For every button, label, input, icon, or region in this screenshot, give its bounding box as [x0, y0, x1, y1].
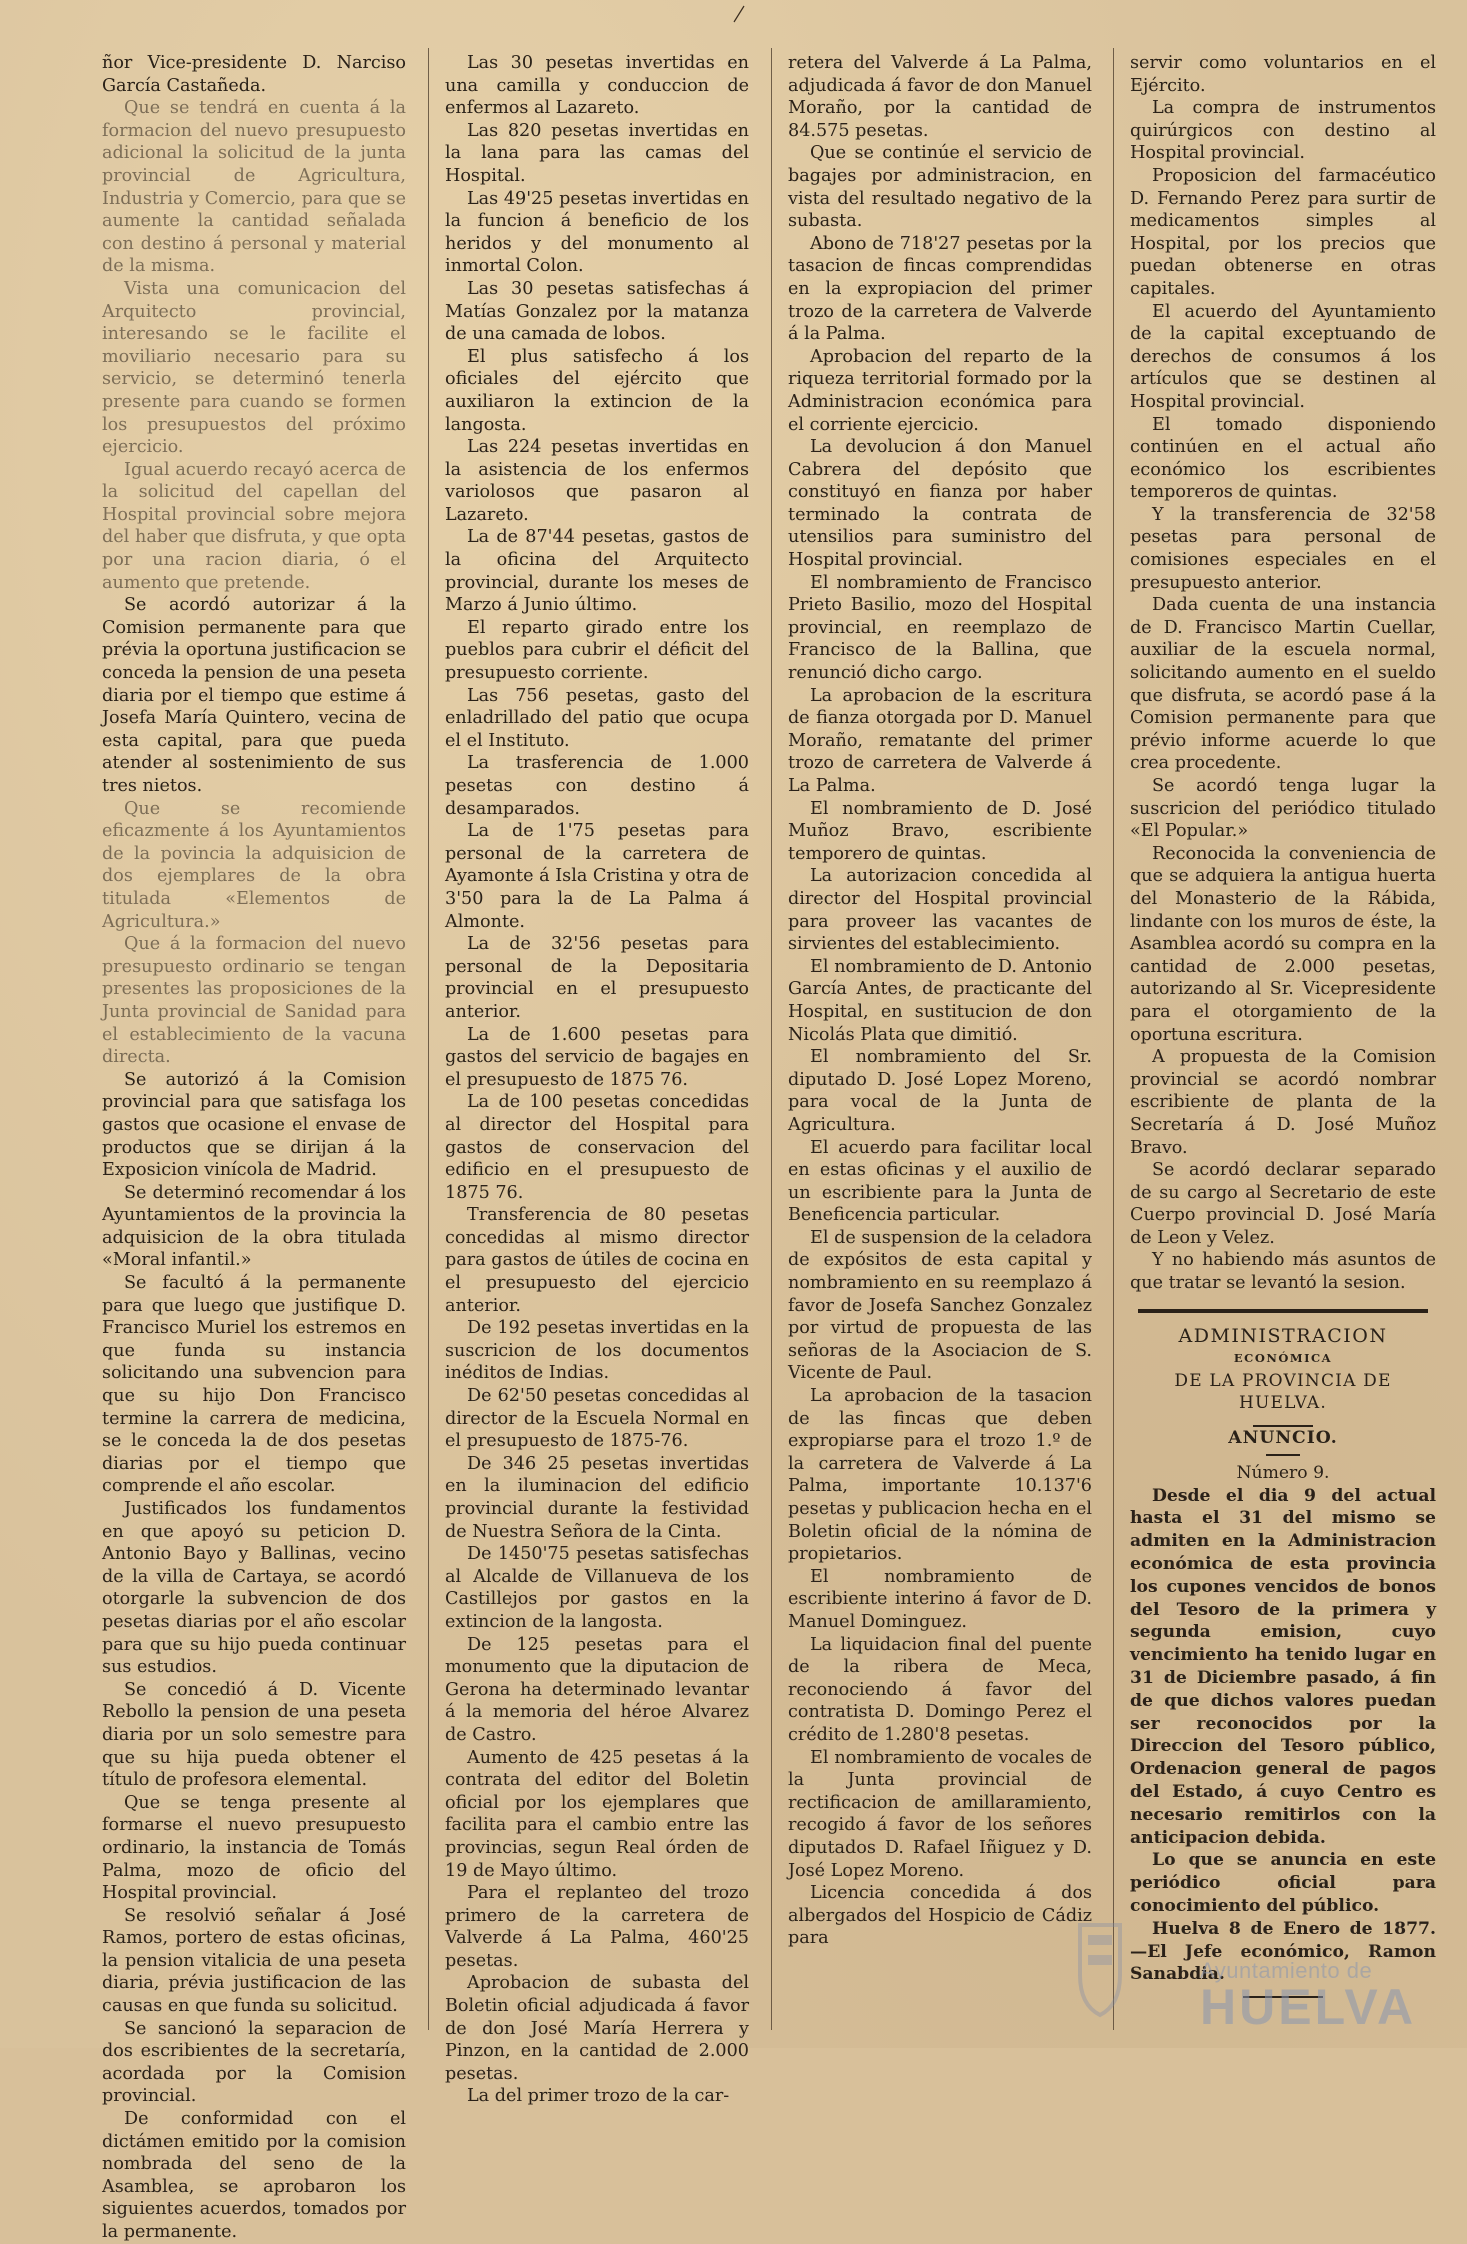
- admin-title: ADMINISTRACION: [1178, 1324, 1388, 1347]
- paragraph: La de 87'44 pesetas, gastos de la oficina del Arquitecto provincial, durante los meses de Marzo á Junio último.: [445, 527, 749, 616]
- paragraph: Las 49'25 pesetas invertidas en la funcion á beneficio de los heridos y del monumento al inmortal Colon.: [445, 188, 749, 277]
- paragraph: La de 32'56 pesetas para personal de la Depositaria provincial en el presupuesto anterior.: [445, 934, 749, 1022]
- paragraph: El nombramiento de escribiente interino á favor de D. Manuel Dominguez.: [788, 1566, 1092, 1632]
- paragraph: ñor Vice-presidente D. Narciso García Castañeda.: [102, 53, 406, 96]
- column-2: [445, 52, 749, 2108]
- paragraph: Las 224 pesetas invertidas en la asistencia de los enfermos variolosos que pasaron al Lazareto.: [445, 437, 749, 525]
- paragraph: El nombramiento de D. José Muñoz Bravo, escribiente temporero de quintas.: [788, 798, 1092, 864]
- watermark-line2: HUELVA: [1200, 1979, 1417, 2035]
- paragraph: Vista una comunicacion del Arquitecto provincial, interesando se le facilite el moviliario necesario para su servicio, se determinó tenerla presente para cuando se formen los presupuestos del próximo ejercicio.: [102, 278, 406, 458]
- paragraph: La compra de instrumentos quirúrgicos con destino al Hospital provincial.: [1130, 98, 1436, 164]
- paragraph: Reconocida la conveniencia de que se adquiera la antigua huerta del Monasterio de la Rábida, lindante con los muros de éste, la Asamblea acordó su compra en la cantidad de 2.000 pesetas, autorizando al Sr. Vicepresidente para el otorgamiento de la oportuna escritura.: [1130, 843, 1436, 1045]
- paragraph: El acuerdo para facilitar local en estas oficinas y el auxilio de un escribiente para la Junta de Beneficencia particular.: [788, 1137, 1092, 1226]
- paragraph: De 192 pesetas invertidas en la suscricion de los documentos inéditos de Indias.: [445, 1318, 749, 1384]
- paragraph: Que se tendrá en cuenta á la formacion del nuevo presupuesto adicional la solicitud de la junta provincial de Agricultura, Industria y Comercio, para que se aumente la cantidad señalada con destino á personal y material de la misma.: [102, 98, 406, 277]
- column-1: [102, 52, 406, 2244]
- paragraph: De conformidad con el dictámen emitido por la comision nombrada del seno de la Asamblea, se aprobaron los siguientes acuerdos, tomados por la permanente.: [102, 2109, 406, 2242]
- paragraph: El de suspension de la celadora de expósitos de esta capital y nombramiento en su reemplazo á favor de Josefa Sanchez Gonzalez por virtud de propuesta de las señoras de la Asociacion de S. Vicente de Paul.: [788, 1227, 1093, 1384]
- watermark-line1: Ayuntamiento de: [1200, 1958, 1373, 1983]
- paragraph: Se determinó recomendar á los Ayuntamientos de la provincia la adquisicion de la obra titulada «Moral infantil.»: [102, 1182, 406, 1271]
- paragraph: Se facultó á la permanente para que luego que justifique D. Francisco Muriel los estremos en que funda su instancia solicitando una subvencion para que su hijo Don Francisco termine la carrera de medicina, se le conceda la de dos pesetas diarias por el tiempo que comprende el año escolar.: [102, 1273, 406, 1497]
- paragraph: Las 820 pesetas invertidas en la lana para las camas del Hospital.: [445, 120, 749, 186]
- paragraph: Aumento de 425 pesetas á la contrata del editor del Boletin oficial por los ejemplares que facilita para el cambio entre las provincias, segun Real órden de 19 de Mayo último.: [445, 1747, 749, 1881]
- paragraph: El nombramiento de vocales de la Junta provincial de rectificacion de amillaramiento, recogido á favor de los señores diputados D. Rafael Iñiguez y D. José Lopez Moreno.: [788, 1747, 1092, 1881]
- paragraph: El nombramiento del Sr. diputado D. José Lopez Moreno, para vocal de la Junta de Agricultura.: [788, 1047, 1092, 1135]
- paragraph: El reparto girado entre los pueblos para cubrir el déficit del presupuesto corriente.: [445, 617, 749, 684]
- paragraph: Y no habiendo más asuntos de que tratar se levantó la sesion.: [1130, 1250, 1436, 1294]
- paragraph: El acuerdo del Ayuntamiento de la capital exceptuando de derechos de consumos á los artículos que se destinen al Hospital provincial.: [1130, 301, 1436, 412]
- paragraph: Que se tenga presente al formarse el nuevo presupuesto ordinario, la instancia de Tomás Palma, mozo de oficio del Hospital provincial.: [102, 1792, 406, 1904]
- column-divider: [771, 48, 772, 2030]
- paragraph: La de 100 pesetas concedidas al director del Hospital para gastos de conservacion del edificio en el presupuesto de 1875 76.: [445, 1092, 749, 1203]
- paragraph: Igual acuerdo recayó acerca de la solicitud del capellan del Hospital provincial sobre mejora del haber que disfruta, y que opta por una racion diaria, ó el aumento que pretende.: [102, 459, 406, 593]
- anuncio-signature: Huelva 8 de Enero de 1877. —El Jefe económico, Ramon Sanabdia.: [1130, 1918, 1436, 1985]
- paragraph: Proposicion del farmacéutico D. Fernando Perez para surtir de medicamentos simples al Hospital, por los precios que puedan obtenerse en otras capitales.: [1130, 165, 1436, 299]
- paragraph: Abono de 718'27 pesetas por la tasacion de fincas comprendidas en la expropiacion del primer trozo de la carretera de Valverde á la Palma.: [788, 233, 1092, 345]
- paragraph: De 1450'75 pesetas satisfechas al Alcalde de Villanueva de los Castillejos por gastos en la extincion de la langosta.: [445, 1544, 749, 1632]
- paragraph: Se acordó tenga lugar la suscricion del periódico titulado «El Popular.»: [1130, 776, 1436, 842]
- paragraph: El plus satisfecho á los oficiales del ejército que auxiliaron la extincion de la langosta.: [445, 346, 749, 435]
- paragraph: La aprobacion de la tasacion de las fincas que deben expropiarse para el trozo 1.º de la carretera de Valverde á La Palma, importante 10.137'6 pesetas y publicacion hecha en el Boletin oficial de la nómina de propietarios.: [788, 1386, 1092, 1565]
- paragraph: La liquidacion final del puente de la ribera de Meca, reconociendo á favor del contratista D. Domingo Perez el crédito de 1.280'8 pesetas.: [788, 1634, 1092, 1745]
- anuncio-paragraph: Desde el dia 9 del actual hasta el 31 del mismo se admiten en la Administracion económica de esta provincia los cupones vencidos de bonos del Tesoro de la primera y segunda emision, cuyo vencimiento ha tenido lugar en 31 de Diciembre pasado, á fin de que dichos valores puedan ser reconocidos por la Direccion del Tesoro público, Ordenacion general de pagos del Estado, á cuyo Centro es necesario remitirlos con la anticipacion debida.: [1130, 1485, 1436, 1848]
- paragraph: Dada cuenta de una instancia de D. Francisco Martin Cuellar, auxiliar de la escuela normal, solicitando aumento en el sueldo que disfruta, se acordó pase á la Comision permanente para que prévio informe acuerde lo que crea procedente.: [1130, 595, 1436, 774]
- section-divider: [1138, 1309, 1428, 1313]
- paragraph: La trasferencia de 1.000 pesetas con destino á desamparados.: [445, 753, 749, 819]
- paragraph: Aprobacion del reparto de la riqueza territorial formado por la Administracion económica para el corriente ejercicio.: [788, 346, 1092, 435]
- paragraph: La de 1.600 pesetas para gastos del servicio de bagajes en el presupuesto de 1875 76.: [445, 1024, 749, 1090]
- paragraph: Licencia concedida á dos albergados del Hospicio de Cádiz para: [788, 1883, 1092, 1949]
- paragraph: Las 30 pesetas invertidas en una camilla y conduccion de enfermos al Lazareto.: [445, 53, 749, 119]
- paragraph: Se acordó autorizar á la Comision permanente para que prévia la oportuna justificacion se conceda la pension de una peseta diaria por el tiempo que estime á Josefa María Quintero, vecina de esta capital, para que pueda atender al sostenimiento de sus tres nietos.: [102, 595, 406, 796]
- column-divider: [428, 48, 429, 2030]
- paragraph: Se autorizó á la Comision provincial para que satisfaga los gastos que ocasione el envase de productos que se dirijan á la Exposicion vinícola de Madrid.: [102, 1069, 406, 1181]
- anuncio-number: Número 9.: [1236, 1462, 1330, 1483]
- anuncio-title: ANUNCIO.: [1228, 1428, 1338, 1449]
- paragraph: De 346 25 pesetas invertidas en la iluminacion del edificio provincial durante la festividad de Nuestra Señora de la Cinta.: [445, 1453, 749, 1542]
- divider: [1266, 1454, 1300, 1456]
- paragraph: Aprobacion de subasta del Boletin oficial adjudicada á favor de don José María Herrera y Pinzon, en la cantidad de 2.000 pesetas.: [445, 1973, 749, 2084]
- paragraph: La del primer trozo de la car-: [467, 2086, 730, 2107]
- paragraph: El tomado disponiendo continúen en el actual año económico los escribientes temporeros de quintas.: [1130, 414, 1436, 503]
- admin-province: DE LA PROVINCIA DE HUELVA.: [1174, 1370, 1392, 1414]
- paragraph: Que se recomiende eficazmente á los Ayuntamientos de la povincia la adquisicion de dos ejemplares de la obra titulada «Elementos de Agricultura.»: [102, 798, 406, 932]
- paragraph: Que se continúe el servicio de bagajes por administracion, en vista del resultado negativo de la subasta.: [788, 143, 1092, 232]
- paragraph: Se sancionó la separacion de dos escribientes de la secretaría, acordada por la Comision provincial.: [102, 2018, 406, 2107]
- paragraph: Las 756 pesetas, gasto del enladrillado del patio que ocupa el el Instituto.: [445, 685, 749, 751]
- paragraph: El nombramiento de Francisco Prieto Basilio, mozo del Hospital provincial, en reemplazo de Francisco de la Ballina, que renunció dicho cargo.: [788, 572, 1092, 684]
- paragraph: Justificados los fundamentos en que apoyó su peticion D. Antonio Bayo y Ballinas, vecino de la villa de Cartaya, se acordó otorgarle la subvencion de dos pesetas diarias por el año escolar para que su hijo pueda continuar sus estudios.: [102, 1499, 406, 1678]
- paragraph: Se resolvió señalar á José Ramos, portero de estas oficinas, la pension vitalicia de una peseta diaria, prévia justificacion de las causas en que funda su solicitud.: [102, 1905, 406, 2017]
- paragraph: A propuesta de la Comision provincial se acordó nombrar escribiente de planta de la Secretaría á D. José Muñoz Bravo.: [1130, 1047, 1436, 1158]
- paragraph: retera del Valverde á La Palma, adjudicada á favor de don Manuel Moraño, por la cantidad de 84.575 pesetas.: [788, 53, 1092, 141]
- paragraph: Se concedió á D. Vicente Rebollo la pension de una peseta diaria por un solo semestre para que su hija pueda obtener el título de profesora elemental.: [102, 1679, 406, 1791]
- paragraph: Se acordó declarar separado de su cargo al Secretario de este Cuerpo provincial D. José María de Leon y Velez.: [1130, 1160, 1436, 1248]
- paragraph: De 125 pesetas para el monumento que la diputacion de Gerona ha determinado levantar á la memoria del héroe Alvarez de Castro.: [445, 1634, 749, 1745]
- paragraph: La aprobacion de la escritura de fianza otorgada por D. Manuel Moraño, rematante del primer trozo de carretera de Valverde á La Palma.: [788, 685, 1092, 796]
- paragraph: servir como voluntarios en el Ejército.: [1130, 53, 1436, 96]
- paragraph: Y la transferencia de 32'58 pesetas para personal de comisiones especiales en el presupuesto anterior.: [1130, 504, 1436, 593]
- column-3: [788, 52, 1092, 1950]
- column-divider: [1113, 48, 1114, 2030]
- admin-subtitle: ECONÓMICA: [1233, 1351, 1333, 1366]
- paragraph: Transferencia de 80 pesetas concedidas al mismo director para gastos de útiles de cocina en el presupuesto del ejercicio anterior.: [445, 1205, 749, 1316]
- column-4: [1130, 52, 1436, 1998]
- paragraph: Que á la formacion del nuevo presupuesto ordinario se tengan presentes las proposiciones de la Junta provincial de Sanidad para el establecimiento de la vacuna directa.: [102, 934, 406, 1068]
- paragraph: La de 1'75 pesetas para personal de la carretera de Ayamonte á Isla Cristina y otra de 3'50 para la de La Palma á Almonte.: [445, 821, 749, 932]
- paragraph: Para el replanteo del trozo primero de la carretera de Valverde á La Palma, 460'25 pesetas.: [445, 1883, 749, 1971]
- pen-mark-icon: [730, 4, 750, 24]
- paragraph: La devolucion á don Manuel Cabrera del depósito que constituyó en fianza por haber terminado la contrata de utensilios para suministro del Hospital provincial.: [788, 437, 1092, 571]
- paragraph: De 62'50 pesetas concedidas al director de la Escuela Normal en el presupuesto de 1875-76.: [445, 1386, 749, 1452]
- paragraph: La autorizacion concedida al director del Hospital provincial para proveer las vacantes de sirvientes del establecimiento.: [788, 866, 1092, 955]
- paragraph: El nombramiento de D. Antonio García Antes, de practicante del Hospital, en sustitucion de don Nicolás Plata que dimitió.: [788, 956, 1092, 1045]
- anuncio-paragraph: Lo que se anuncia en este periódico oficial para conocimiento del público.: [1130, 1850, 1436, 1916]
- paragraph: Las 30 pesetas satisfechas á Matías Gonzalez por la matanza de una camada de lobos.: [445, 278, 749, 345]
